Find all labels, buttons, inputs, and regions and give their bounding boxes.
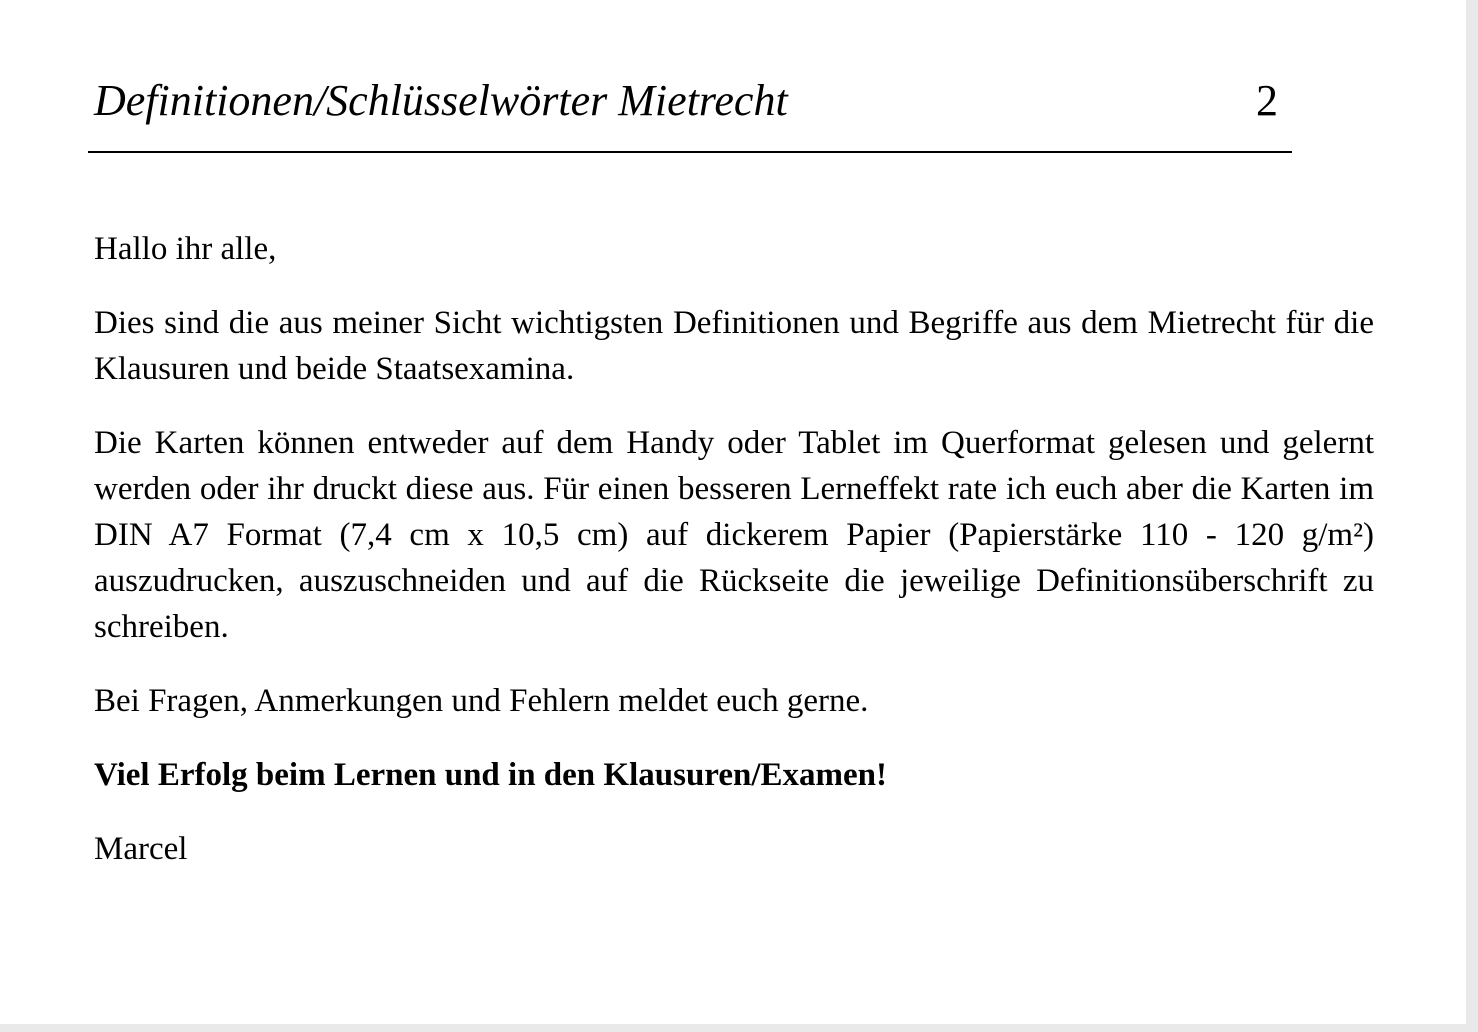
greeting-paragraph: Hallo ihr alle, <box>94 231 277 267</box>
header-divider <box>88 151 1292 153</box>
document-body <box>94 226 1374 900</box>
instructions-paragraph: Die Karten können entweder auf dem Handy oder Tablet im Querformat gelesen und gelernt werden oder ihr druckt diese aus. Für einen besseren Lerneffekt rate ich euch aber die Karten im DIN A7 Format (7,4 cm x 10,5 cm) auf dickerem Papier (Papierstärke 110 - 120 g/m²) auszudrucken, auszuschneiden und auf die Rückseite die jeweilige Definitionsüberschrift zu schreiben. <box>94 425 1374 645</box>
intro-paragraph: Dies sind die aus meiner Sicht wichtigsten Definitionen und Begriffe aus dem Mietrecht für die Klausuren und beide Staatsexamina. <box>94 305 1374 387</box>
signature: Marcel <box>94 831 188 867</box>
feedback-paragraph: Bei Fragen, Anmerkungen und Fehlern meldet euch gerne. <box>94 683 869 719</box>
page-number: 2 <box>1256 76 1278 125</box>
closing-paragraph: Viel Erfolg beim Lernen und in den Klausuren/Examen! <box>94 757 887 793</box>
page-header-title: Definitionen/Schlüsselwörter Mietrecht <box>94 76 788 125</box>
